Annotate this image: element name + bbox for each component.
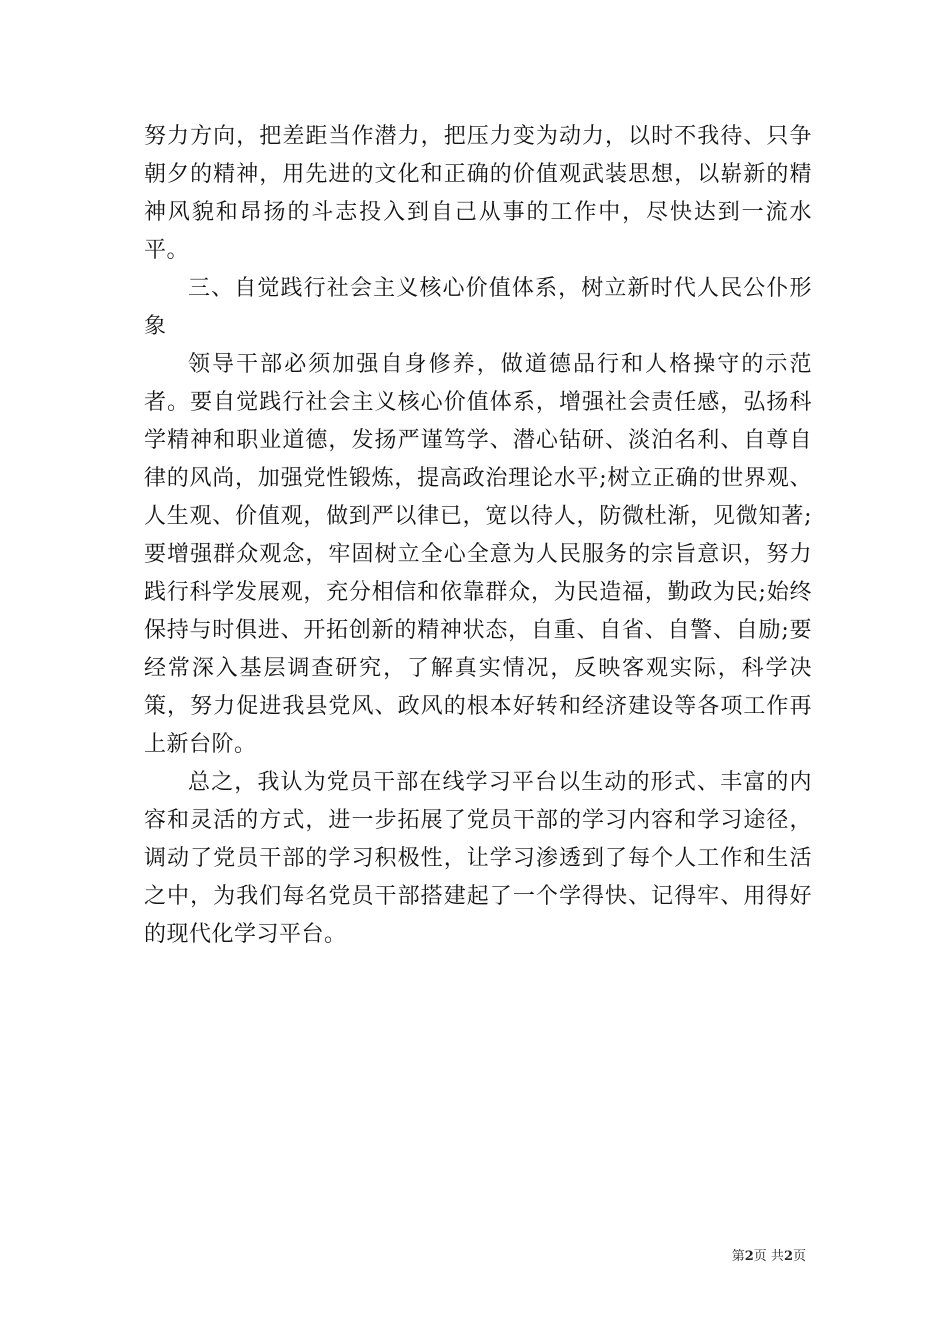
footer-current-page: 2 bbox=[744, 1249, 754, 1264]
footer-prefix: 第 bbox=[731, 1249, 745, 1264]
paragraph-leadership: 领导干部必须加强自身修养，做道德品行和人格操守的示范者。要自觉践行社会主义核心价值体系，增强社会责任感，弘扬科学精神和职业道德，发扬严谨笃学、潜心钻研、淡泊名利、自尊自律的风尚，加强党性锻炼，提高政治理论水平;树立正确的世界观、人生观、价值观，做到严以律已，宽以待人，防微杜渐，见微知著;要增强群众观念，牢固树立全心全意为人民服务的宗旨意识，努力践行科学发展观，充分相信和依靠群众，为民造福，勤政为民;始终保持与时俱进、开拓创新的精神状态，自重、自省、自警、自励;要经常深入基层调查研究，了解真实情况，反映客观实际，科学决策，努力促进我县党风、政风的根本好转和经济建设等各项工作再上新台阶。 bbox=[144, 352, 812, 757]
paragraph-conclusion: 总之，我认为党员干部在线学习平台以生动的形式、丰富的内容和灵活的方式，进一步拓展了党员干部的学习内容和学习途径，调动了党员干部的学习积极性，让学习渗透到了每个人工作和生活之中，为我们每名党员干部搭建起了一个学得快、记得牢、用得好的现代化学习平台。 bbox=[144, 770, 812, 947]
document-body bbox=[144, 118, 812, 954]
footer-suffix: 页 bbox=[792, 1249, 806, 1264]
footer-total-pages: 2 bbox=[783, 1249, 793, 1264]
page-number-footer bbox=[620, 1248, 806, 1266]
section-heading-three: 三、自觉践行社会主义核心价值体系，树立新时代人民公仆形象 bbox=[144, 276, 812, 339]
footer-middle: 页 共 bbox=[753, 1249, 784, 1264]
paragraph-continued: 努力方向，把差距当作潜力，把压力变为动力，以时不我待、只争朝夕的精神，用先进的文化和正确的价值观武装思想，以崭新的精神风貌和昂扬的斗志投入到自己从事的工作中，尽快达到一流水平。 bbox=[144, 124, 812, 263]
